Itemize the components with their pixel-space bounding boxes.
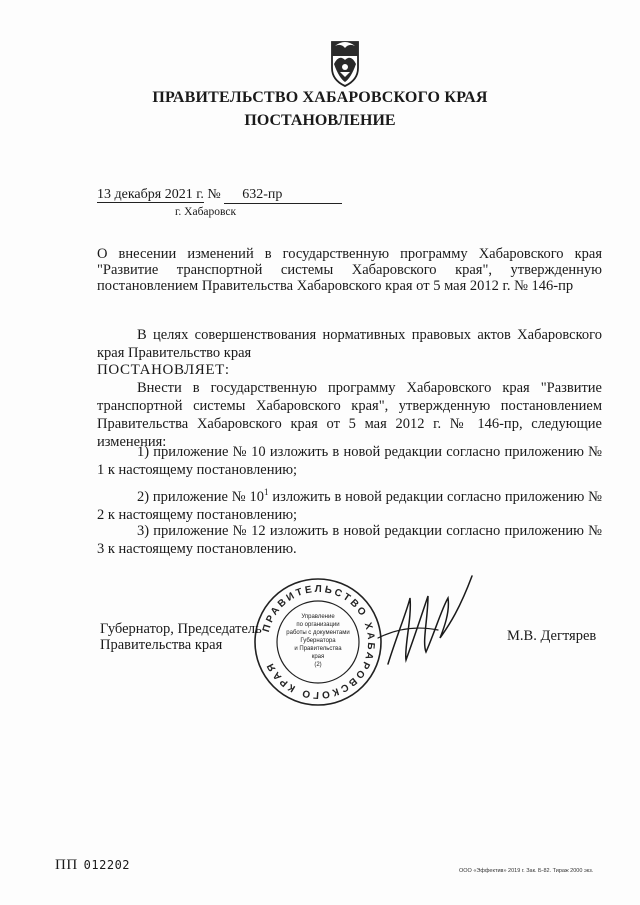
document-date: 13 декабря 2021 г. [97, 187, 204, 202]
printer-imprint: ООО «Эффектив» 2019 г. Зак. Б-82. Тираж 2000 экз. [459, 868, 594, 874]
stamp-line: Управление [301, 614, 335, 620]
document-type: ПОСТАНОВЛЕНИЕ [244, 112, 396, 129]
signatory-name: М.В. Дегтярев [507, 628, 597, 644]
document-subject: О внесении изменений в государственную программу Хабаровского края "Развитие транспортной системы Хабаровского края", утвержденную постановлением Правительства Хабаровского края от 5 мая 2012 г. № 146-пр [97, 246, 602, 294]
list-item: 1) приложение № 10 изложить в новой редакции согласно приложению № 1 к настоящему постановлению; [97, 444, 602, 478]
stamp-line: работы с документами [286, 630, 350, 636]
handwritten-signature [368, 568, 478, 678]
form-series: ПП [55, 857, 78, 873]
list-item [97, 483, 602, 524]
stamp-line: края [311, 654, 325, 660]
form-code [55, 857, 130, 874]
official-round-stamp [252, 576, 384, 708]
list-item-text-start: 2) приложение № 10 [137, 488, 265, 505]
list-item-text-end: изложить в новой редакции согласно приложению № 2 к настоящему постановлению; [97, 488, 602, 523]
resolves-heading: ПОСТАНОВЛЯЕТ: [97, 362, 230, 378]
main-paragraph: Внести в государственную программу Хабаровского края "Развитие транспортной системы Хабаровского края", утвержденную постановлением Правительства Хабаровского края от 5 мая 2012 г. № 146-пр, следующие изменения: [97, 380, 602, 450]
document-place: г. Хабаровск [175, 206, 237, 218]
list-item: 3) приложение № 12 изложить в новой редакции согласно приложению № 3 к настоящему постановлению. [97, 523, 602, 557]
signatory-position [100, 621, 262, 653]
stamp-ring-text: ПРАВИТЕЛЬСТВО ХАБАРОВСКОГО КРАЯ [260, 583, 377, 701]
coat-of-arms-emblem [318, 34, 372, 88]
stamp-line: (2) [314, 662, 322, 668]
preamble-paragraph: В целях совершенствования нормативных правовых актов Хабаровского края Правительство края [97, 327, 602, 361]
stamp-line: и Правительства [294, 646, 342, 652]
signatory-position-line: Правительства края [100, 637, 223, 653]
stamp-line: Губернатора [300, 638, 336, 644]
document-number: 632-пр [224, 187, 342, 204]
number-sign: № [207, 187, 221, 202]
form-number: 012202 [83, 858, 131, 872]
date-number-line [97, 187, 342, 204]
signatory-position-line: Губернатор, Председатель [100, 621, 262, 637]
government-title: ПРАВИТЕЛЬСТВО ХАБАРОВСКОГО КРАЯ [152, 89, 488, 106]
stamp-line: по организации [296, 622, 340, 628]
superscript-index: 1 [264, 487, 269, 497]
